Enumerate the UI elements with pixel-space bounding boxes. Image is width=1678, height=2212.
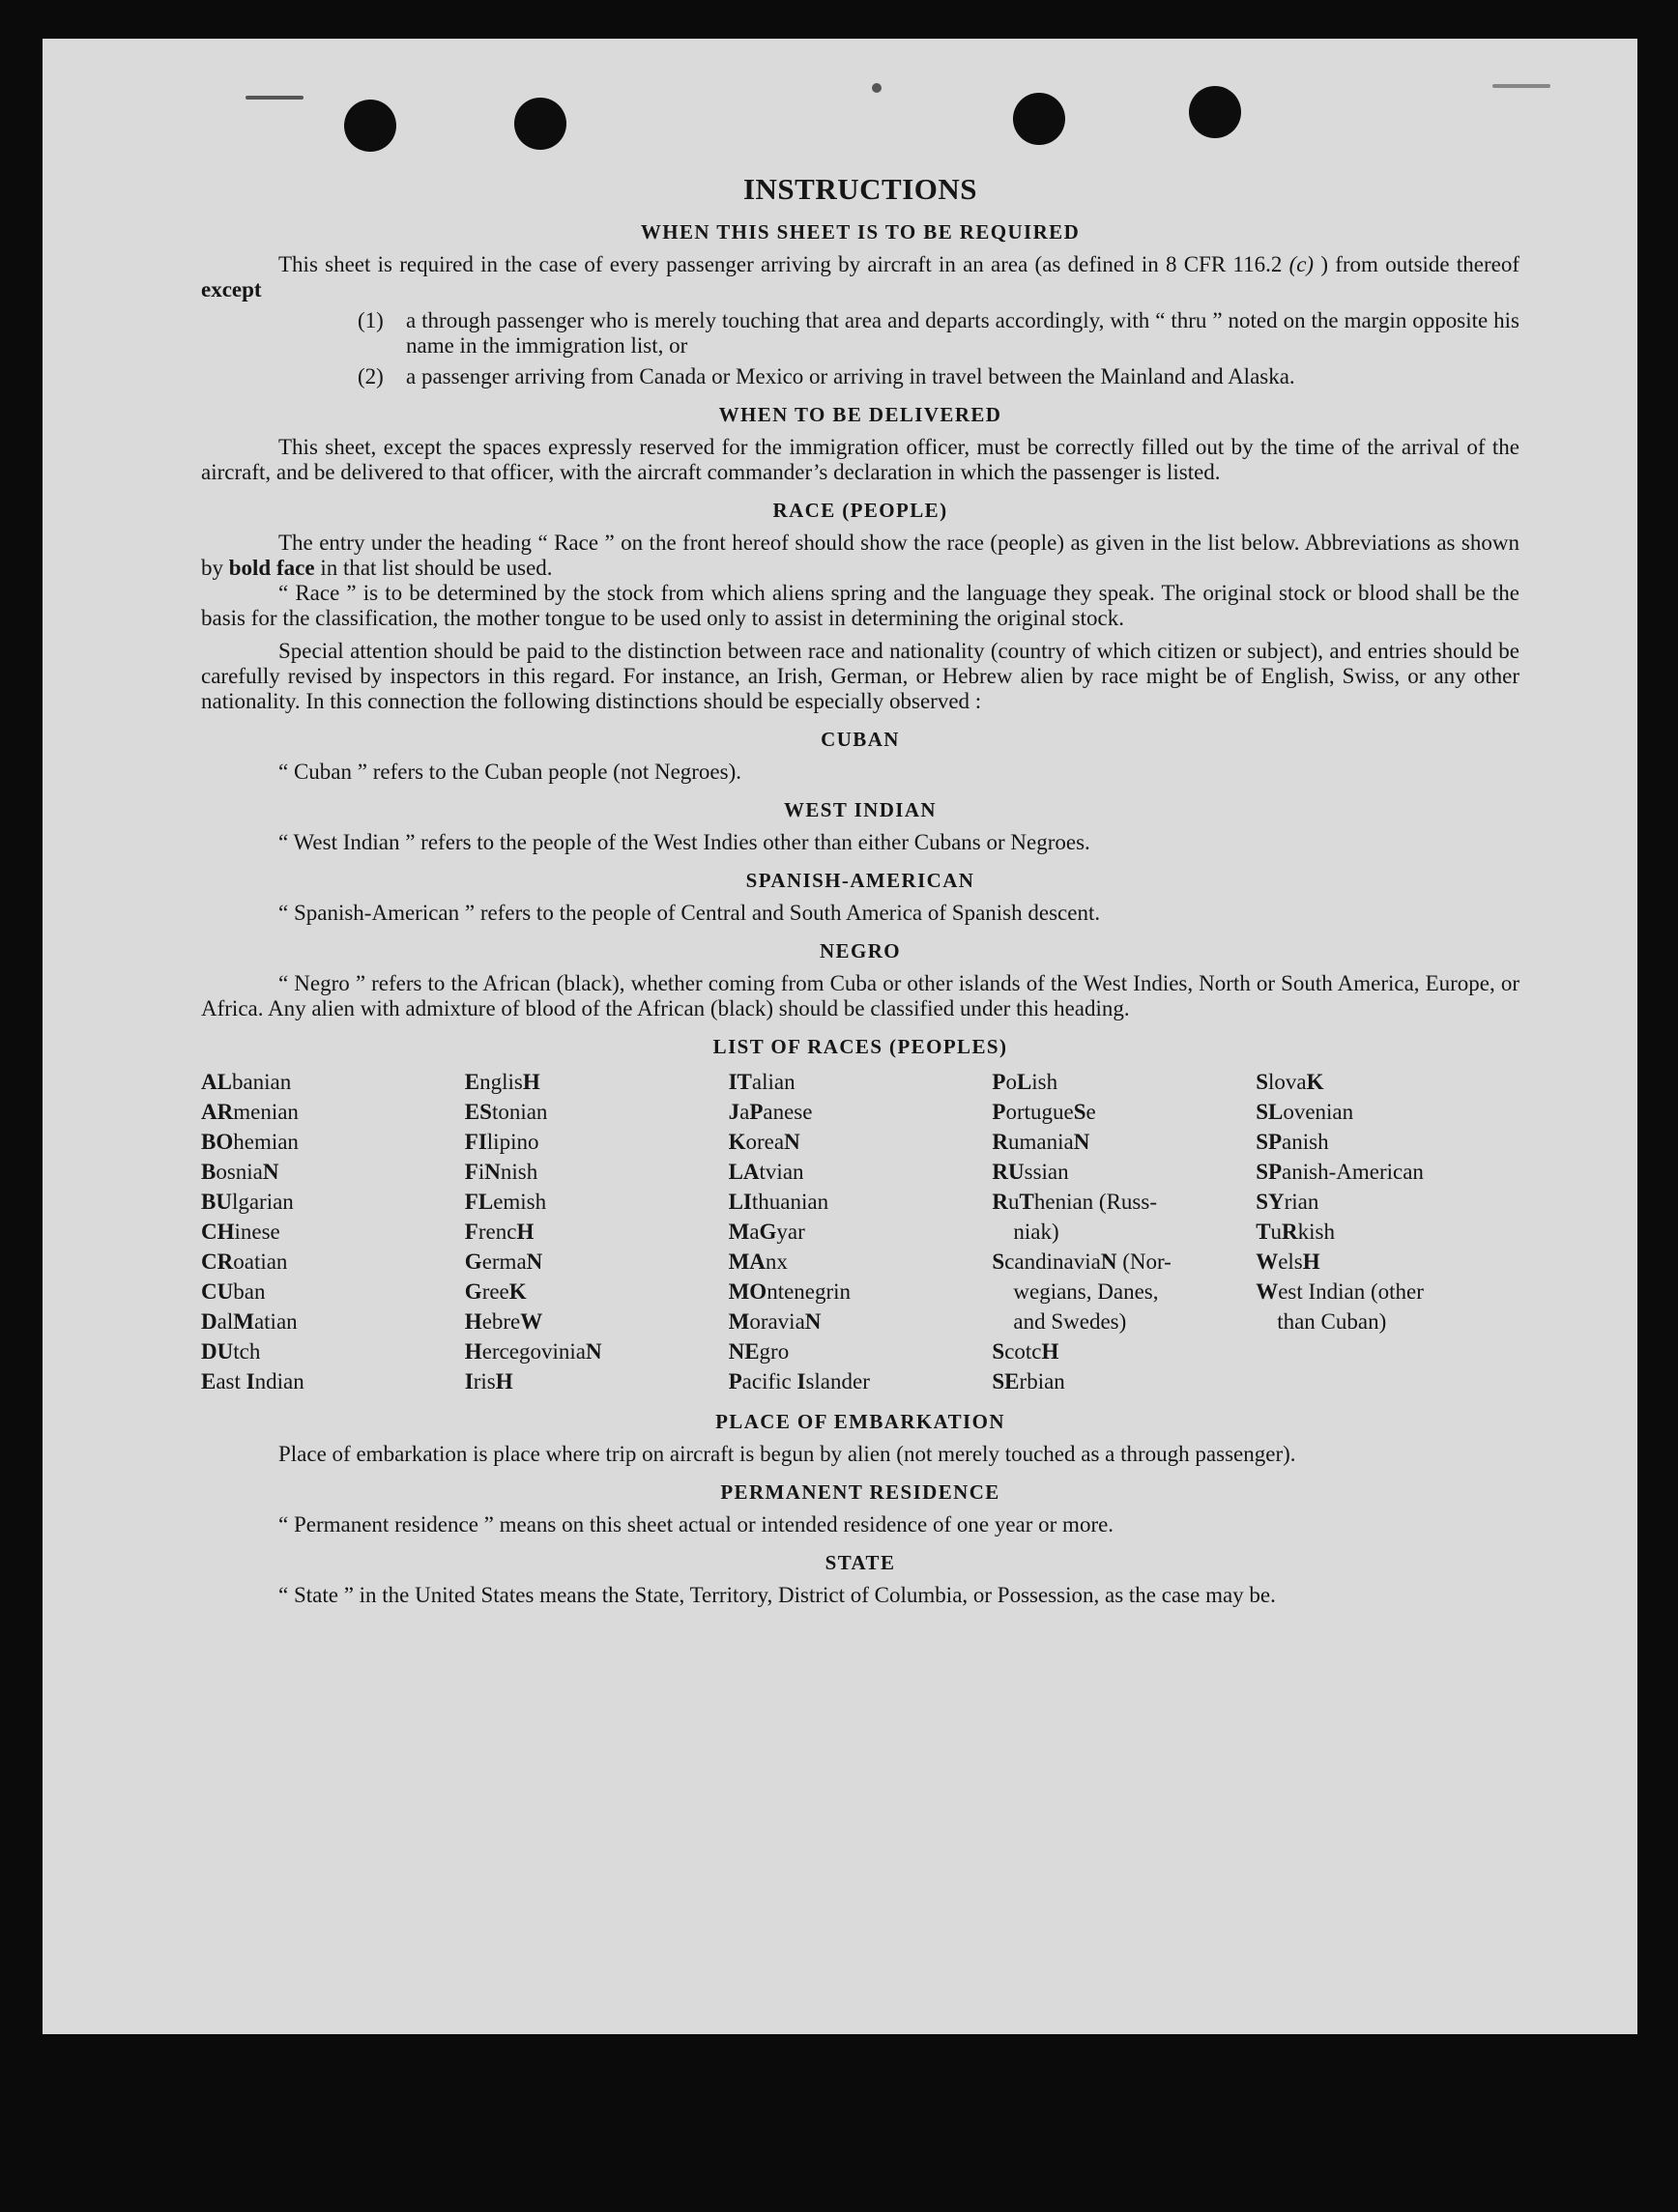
section-heading: NEGRO: [819, 939, 901, 962]
section-paragraph: The entry under the heading “ Race ” on the front hereof should show the race (people) as given in the list below. Abbreviations as shown by bold face in that list should be used.: [201, 531, 1519, 580]
race-entry: Pacific Islander: [728, 1369, 870, 1393]
race-entry: wegians, Danes,: [1013, 1279, 1159, 1304]
section-heading: PERMANENT RESIDENCE: [720, 1480, 1000, 1504]
race-entry: SLovenian: [1256, 1100, 1354, 1124]
requirement-paragraph: This sheet is required in the case of every passenger arriving by aircraft in an area (as defined in 8 CFR 116.2 (c) ) from outside thereof except: [201, 252, 1519, 302]
document-page: [43, 39, 1637, 2034]
section-heading: STATE: [825, 1551, 896, 1574]
race-entry: PortugueSe: [992, 1100, 1096, 1124]
race-column: [201, 1067, 465, 1396]
race-list: [201, 1067, 1519, 1396]
race-entry: CUban: [201, 1279, 266, 1304]
race-entry: ALbanian: [201, 1070, 292, 1094]
race-entry: NEgro: [728, 1339, 790, 1364]
race-entry: HercegoviniaN: [464, 1339, 602, 1364]
race-entry: MaGyar: [728, 1220, 805, 1244]
section-paragraph: “ Cuban ” refers to the Cuban people (not Negroes).: [278, 760, 742, 784]
section-heading: WHEN THIS SHEET IS TO BE REQUIRED: [640, 220, 1081, 244]
race-entry: FiNnish: [464, 1160, 538, 1184]
race-entry: GermaN: [464, 1250, 543, 1274]
item-number: (2): [358, 364, 384, 388]
race-column: [729, 1067, 993, 1396]
race-entry: than Cuban): [1277, 1309, 1387, 1334]
race-entry: BosniaN: [201, 1160, 279, 1184]
race-entry: ScotcH: [992, 1339, 1059, 1364]
race-column: [465, 1067, 729, 1396]
section-paragraph: “ Negro ” refers to the African (black), whether coming from Cuba or other islands of the West Indies, North or South America, Europe, or Africa. Any alien with admixture of blood of the African (black) should be classified under this heading.: [201, 971, 1519, 1020]
section-paragraph: “ West Indian ” refers to the people of the West Indies other than either Cubans or Negroes.: [278, 830, 1090, 854]
race-entry: RUssian: [992, 1160, 1069, 1184]
race-entry: niak): [1013, 1220, 1059, 1244]
page-title: INSTRUCTIONS: [742, 172, 977, 206]
race-entry: PoLish: [992, 1070, 1058, 1094]
exception-item: [358, 364, 1519, 389]
race-entry: EStonian: [464, 1100, 548, 1124]
race-entry: SYrian: [1256, 1190, 1319, 1214]
section-heading: RACE (PEOPLE): [772, 499, 948, 522]
section-paragraph: Place of embarkation is place where trip on aircraft is begun by alien (not merely touched as a through passenger).: [278, 1442, 1296, 1466]
race-entry: WelsH: [1256, 1250, 1320, 1274]
race-entry: SPanish-American: [1256, 1160, 1424, 1184]
race-entry: and Swedes): [1013, 1309, 1127, 1334]
section-paragraph: “ Permanent residence ” means on this sheet actual or intended residence of one year or more.: [278, 1512, 1114, 1537]
punch-hole: [344, 100, 396, 152]
race-entry: MoraviaN: [728, 1309, 822, 1334]
punch-hole: [514, 98, 566, 150]
race-entry: ScandinaviaN (Nor-: [992, 1250, 1172, 1274]
section-heading: WEST INDIAN: [784, 798, 937, 821]
section-heading: PLACE OF EMBARKATION: [715, 1410, 1005, 1433]
race-entry: JaPanese: [728, 1100, 813, 1124]
race-entry: ARmenian: [201, 1100, 299, 1124]
race-entry: BOhemian: [201, 1130, 299, 1154]
race-entry: IrisH: [464, 1369, 513, 1393]
race-column: [1256, 1067, 1519, 1396]
section-heading: WHEN TO BE DELIVERED: [718, 403, 1002, 426]
race-entry: BUlgarian: [201, 1190, 294, 1214]
scan-mark: [872, 83, 882, 93]
race-entry: SPanish: [1256, 1130, 1329, 1154]
race-entry: LAtvian: [728, 1160, 804, 1184]
section-heading: LIST OF RACES (PEOPLES): [712, 1035, 1008, 1058]
section-paragraph: “ Spanish-American ” refers to the people of Central and South America of Spanish descent.: [278, 901, 1101, 925]
race-entry: FrencH: [464, 1220, 535, 1244]
race-entry: ITalian: [728, 1070, 796, 1094]
section-paragraph: Special attention should be paid to the distinction between race and nationality (country of which citizen or subject), and entries should be carefully revised by inspectors in this regard. For instance, an Irish, German, or Hebrew alien by race might be of English, Swiss, or any other nationality. In this connection the following distinctions should be especially observed :: [201, 639, 1519, 713]
scan-mark: [1492, 84, 1550, 88]
scan-mark: [246, 96, 304, 100]
race-entry: SErbian: [992, 1369, 1065, 1393]
punch-hole: [1013, 93, 1065, 145]
race-entry: RumaniaN: [992, 1130, 1090, 1154]
race-entry: FLemish: [464, 1190, 547, 1214]
race-entry: CRoatian: [201, 1250, 288, 1274]
race-entry: FIlipino: [464, 1130, 539, 1154]
race-entry: TuRkish: [1256, 1220, 1335, 1244]
race-entry: KoreaN: [728, 1130, 800, 1154]
item-number: (1): [358, 308, 384, 332]
race-entry: GreeK: [464, 1279, 527, 1304]
race-entry: MOntenegrin: [728, 1279, 852, 1304]
item-text: a through passenger who is merely touching that area and departs accordingly, with “ thru ” noted on the margin opposite his name in the immigration list, or: [406, 308, 1519, 358]
section-paragraph: “ State ” in the United States means the State, Territory, District of Columbia, or Possession, as the case may be.: [278, 1583, 1276, 1607]
race-entry: CHinese: [201, 1220, 280, 1244]
section-heading: CUBAN: [821, 728, 900, 751]
punch-hole: [1189, 86, 1241, 138]
section-paragraph: This sheet, except the spaces expressly reserved for the immigration officer, must be correctly filled out by the time of the arrival of the aircraft, and be delivered to that officer, with the aircraft commander’s declaration in which the passenger is listed.: [201, 435, 1519, 484]
instructions-content: [201, 172, 1519, 1608]
exception-item: [358, 308, 1519, 359]
section-heading: SPANISH-AMERICAN: [745, 869, 975, 892]
race-entry: EnglisH: [464, 1070, 540, 1094]
race-entry: East Indian: [201, 1369, 304, 1393]
race-entry: DalMatian: [201, 1309, 298, 1334]
race-entry: RuThenian (Russ-: [992, 1190, 1157, 1214]
race-column: [992, 1067, 1256, 1396]
section-paragraph: “ Race ” is to be determined by the stock from which aliens spring and the language they speak. The original stock or blood shall be the basis for the classification, the mother tongue to be used only to assist in determining the original stock.: [201, 581, 1519, 630]
race-entry: LIthuanian: [728, 1190, 829, 1214]
race-entry: West Indian (other: [1256, 1279, 1424, 1304]
item-text: a passenger arriving from Canada or Mexico or arriving in travel between the Mainland and Alaska.: [406, 364, 1295, 388]
race-entry: DUtch: [201, 1339, 261, 1364]
race-entry: SlovaK: [1256, 1070, 1324, 1094]
race-entry: MAnx: [728, 1250, 788, 1274]
race-entry: HebreW: [464, 1309, 543, 1334]
